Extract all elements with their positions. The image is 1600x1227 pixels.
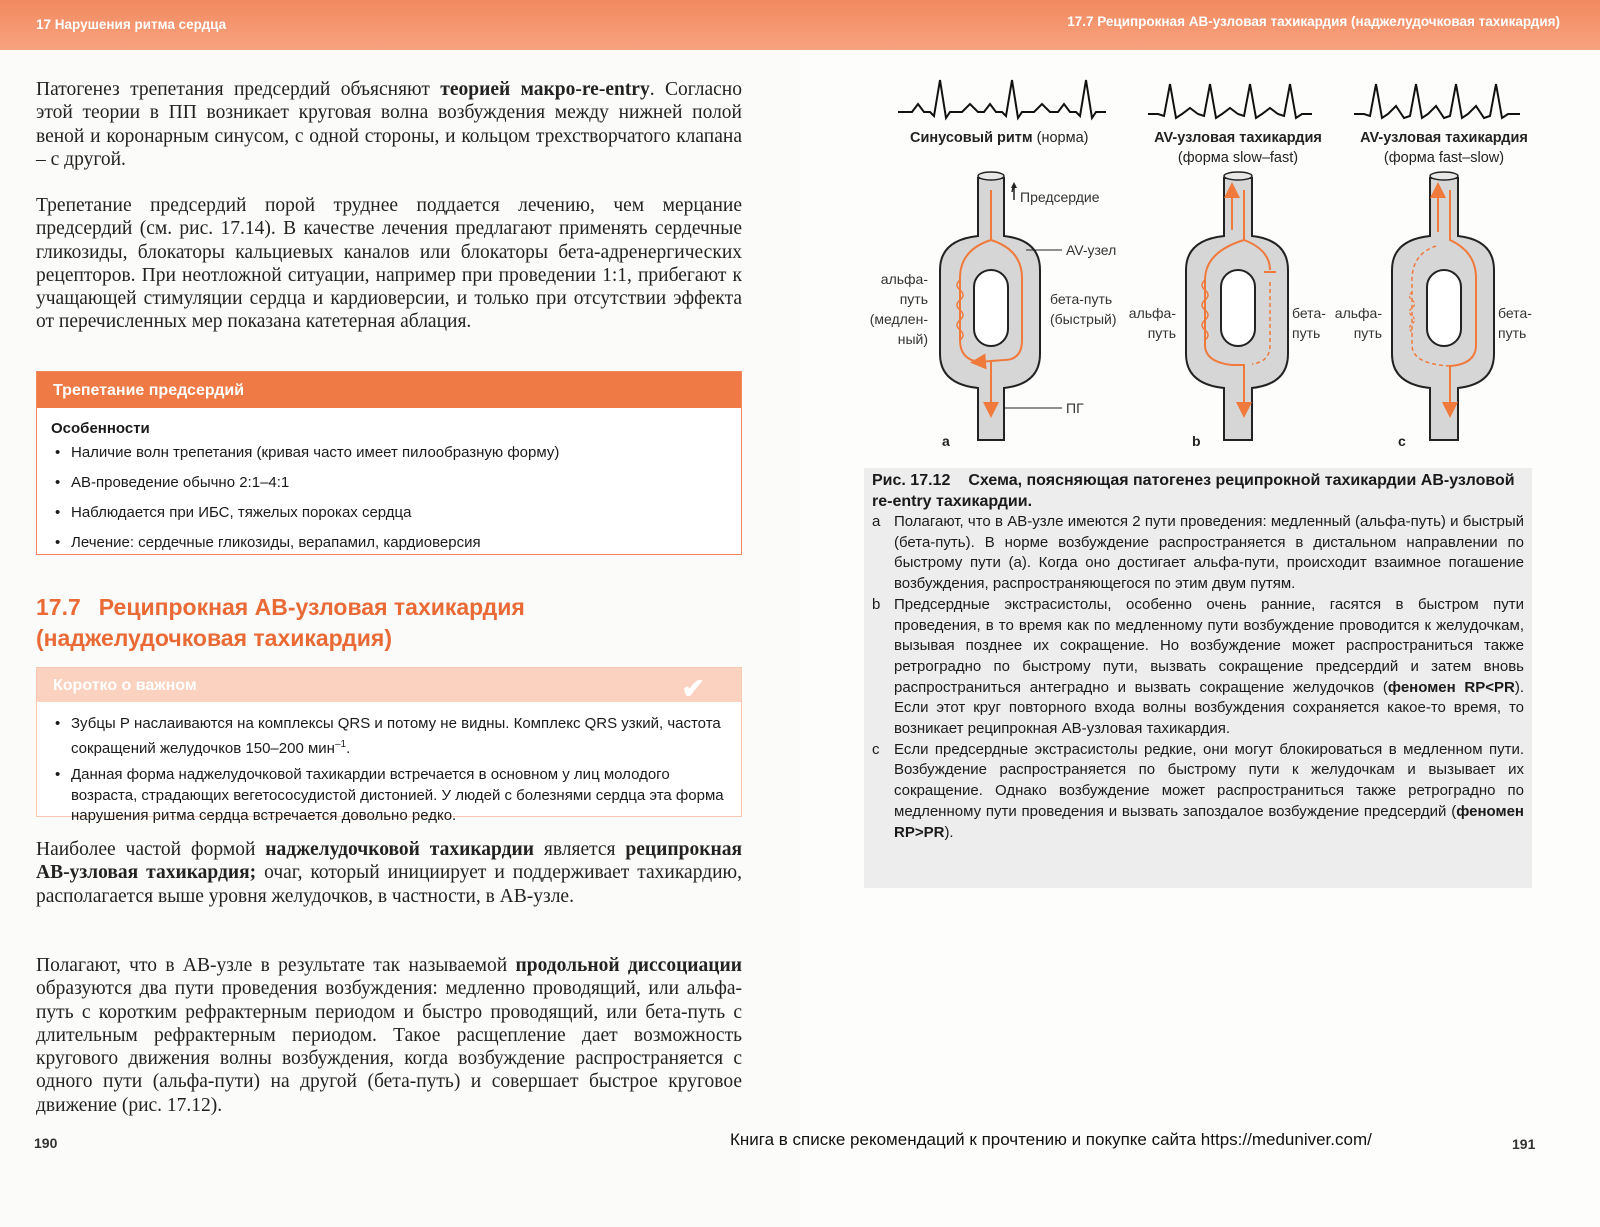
- svg-text:Синусовый ритм (норма): [910, 130, 1088, 146]
- site-footer-note: Книга в списке рекомендаций к прочтению и покупке сайта https://meduniver.com/: [730, 1130, 1372, 1149]
- section-title-line1: Реципрокная АВ-узловая тахикардия: [98, 594, 525, 620]
- checkmark-icon: ✔: [681, 673, 705, 704]
- caption-item-a: a Полагают, что в АВ-узле имеются 2 пути проведения: медленный (альфа-путь) и быстрый (бета-путь). В норме возбуждение распространяется в дистальном направлении по быстрому пути (a). Когда оно достигает альфа-пути, происходит взаимное погашение возбуждения, распространяющегося по этим двум путям.: [872, 513, 1524, 593]
- list-item: • Зубцы Р наслаиваются на комплексы QRS и потому не видны. Комплекс QRS узкий, частота сокращений желудочков 150–200 мин$^{-1}$.: [71, 714, 727, 759]
- section-heading: [36, 592, 756, 654]
- right-page: [800, 0, 1600, 1227]
- fig-c-title: AV-узловая тахикардия: [1360, 130, 1528, 146]
- label-av-node: AV-узел: [1066, 242, 1117, 258]
- ecg-strip-slow-fast: [1148, 84, 1312, 118]
- fig-a-subtitle: (норма): [1032, 130, 1089, 146]
- label-alpha: ный): [897, 331, 928, 347]
- figure-caption: [864, 468, 1532, 888]
- section-title-line2: (наджелудочковая тахикардия): [36, 625, 392, 651]
- brief-summary-box: [36, 667, 742, 824]
- list-item: • Данная форма наджелудочковой тахикардии встречается в основном у лиц молодого возраста, страдающих вегетососудистой дистонией. У людей с болезнями сердца эта форма нарушения ритма сердца встречается довольно редко.: [71, 765, 727, 827]
- fig-b-title: AV-узловая тахикардия: [1154, 130, 1322, 146]
- brief-title-text: Коротко о важном: [53, 677, 197, 694]
- label-beta-short: бета-: [1498, 305, 1532, 321]
- label-beta: (быстрый): [1050, 311, 1117, 327]
- label-alpha: альфа-: [880, 271, 928, 287]
- av-node-figure: [800, 0, 1600, 460]
- label-beta-short: путь: [1498, 325, 1527, 341]
- diagram-a: [870, 172, 1117, 449]
- paragraph-flutter-pathogenesis: Патогенез трепетания предсердий объясняют теорией макро-re-entry. Согласно этой теории в ПП возникает круговая волна возбуждения между нижней полой веной и коронарным синусом, с одной стороны, и кольцом трехстворчатого клапана – с другой.: [36, 79, 742, 170]
- label-alpha-short: альфа-: [1334, 305, 1382, 321]
- running-header: [0, 0, 800, 50]
- flutter-features-box: [36, 371, 742, 555]
- caption-item-b: b Предсердные экстрасистолы, особенно очень ранние, гасятся в быстром пути проведения, в то время как по медленному пути возбуждение проводится к желудочкам, вызывая позднее их сокращение. Но возбуждение может распространиться также ретроградно по быстрому пути, вызвать сокращение предсердий и затем вновь распространиться антеградно и вызвать сокращение желудочков (феномен RP<PR). Если этот круг повторного входа волны возбуждения сохраняется какое-то время, то возникает реципрокная АВ-узловая тахикардия.: [872, 595, 1524, 738]
- label-pg: ПГ: [1066, 400, 1084, 416]
- letter-b: b: [1192, 433, 1201, 449]
- paragraph-dissociation: Полагают, что в АВ-узле в результате так называемой продольной диссоциации образуются два пути проведения возбуждения: медленно проводящий, или альфа-путь с коротким рефрактерным периодом и быстро проводящий, или бета-путь с длительным рефрактерным периодом. Такое расщепление дает возможность кругового движения волны возбуждения, когда возбуждение распространяется с одного пути (альфа-пути) на другой (бета-путь) и совершает быстрое круговое движение (рис. 17.12).: [36, 955, 742, 1116]
- label-atrium: Предсердие: [1020, 189, 1100, 205]
- list-item: • АВ-проведение обычно 2:1–4:1: [71, 473, 727, 493]
- paragraph-flutter-treatment: Трепетание предсердий порой труднее поддается лечению, чем мерцание предсердий (см. рис. 17.14). В качестве лечения предлагают применять сердечные гликозиды, блокаторы кальциевых каналов или блокаторы бета-адренергических рецепторов. При неотложной ситуации, например при проведении 1:1, прибегают к учащающей стимуляции сердца и кардиоверсии, и только при отсутствии эффекта от перечисленных мер показана катетерная аблация.: [36, 195, 742, 333]
- caption-item-c: c Если предсердные экстрасистолы редкие, они могут блокироваться в медленном пути. Возбуждение распространяется по быстрому пути к желудочкам и вызывает их сокращение. Однако возбуждение может распространиться также ретроградно по медленному пути проведения и вызвать запоздалое возбуждение предсердий (феномен RP>PR).: [872, 740, 1524, 841]
- fig-a-title: Синусовый ритм: [910, 130, 1033, 146]
- ecg-strip-fast-slow: [1354, 84, 1520, 118]
- label-alpha: путь: [899, 291, 928, 307]
- label-alpha-short: путь: [1353, 325, 1382, 341]
- letter-c: c: [1398, 433, 1406, 449]
- list-item: • Наличие волн трепетания (кривая часто имеет пилообразную форму): [71, 443, 727, 463]
- list-item: • Лечение: сердечные гликозиды, верапамил, кардиоверсия: [71, 533, 727, 553]
- letter-a: a: [942, 433, 950, 449]
- page-number: 190: [34, 1135, 58, 1151]
- list-item: • Наблюдается при ИБС, тяжелых пороках сердца: [71, 503, 727, 523]
- header-text: 17 Нарушения ритма сердца: [36, 17, 227, 32]
- brief-title: [37, 668, 741, 702]
- label-beta: бета-путь: [1050, 291, 1113, 307]
- paragraph-avnrt-definition: Наиболее частой формой наджелудочковой тахикардии является реципрокная АВ-узловая тахикардия; очаг, который инициирует и поддерживает тахикардию, располагается выше уровня желудочков, в частности, в АВ-узле.: [36, 839, 742, 907]
- fig-c-subtitle: (форма fast–slow): [1383, 150, 1505, 166]
- fig-b-subtitle: (форма slow–fast): [1177, 150, 1299, 166]
- diagram-b: [1129, 172, 1326, 449]
- label-beta-short: путь: [1292, 325, 1321, 341]
- box-title: Трепетание предсердий: [37, 372, 741, 408]
- page-number: 191: [1512, 1136, 1536, 1152]
- box-subtitle: Особенности: [51, 420, 150, 437]
- brief-list: [37, 714, 741, 827]
- section-number: 17.7: [36, 594, 81, 620]
- label-alpha-short: путь: [1147, 325, 1176, 341]
- label-beta-short: бета-: [1292, 305, 1326, 321]
- features-list: [37, 443, 741, 553]
- ecg-strip-sinus: [898, 80, 1106, 118]
- caption-title: Рис. 17.12 Схема, поясняющая патогенез реципрокной тахикардии АВ-узловой re-entry тахикардии.: [872, 472, 1515, 510]
- label-alpha-short: альфа-: [1128, 305, 1176, 321]
- header-text: 17.7 Реципрокная АВ-узловая тахикардия (наджелудочковая тахикардия): [1067, 14, 1560, 29]
- label-alpha: (медлен-: [869, 311, 928, 327]
- diagram-c: [1335, 172, 1532, 449]
